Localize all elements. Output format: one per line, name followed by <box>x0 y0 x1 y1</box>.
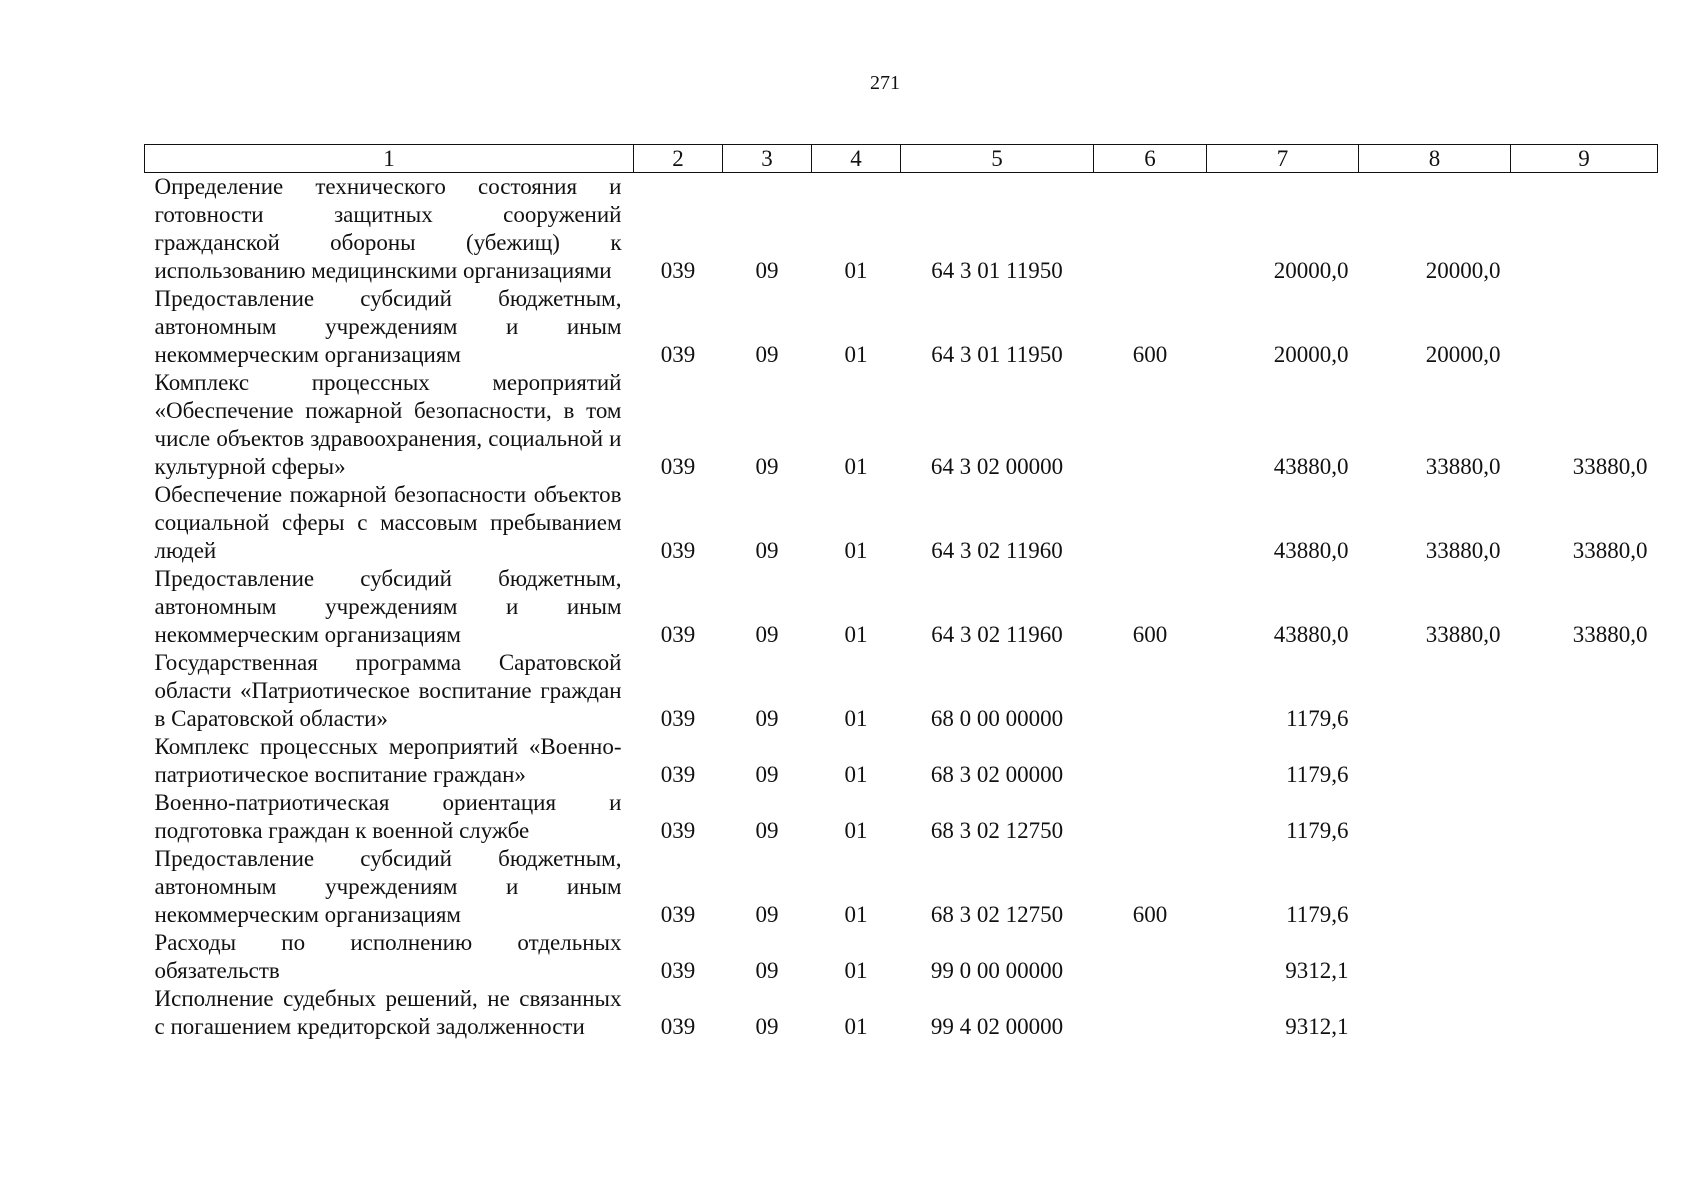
cell-subsection: 01 <box>844 454 868 479</box>
cell-amount-7: 9312,1 <box>1285 958 1349 983</box>
cell-subsection: 01 <box>844 958 868 983</box>
table-row <box>145 845 1658 929</box>
cell-ministry: 039 <box>660 902 696 927</box>
row-name: Комплекс процессных мероприятий «Обеспечение пожарной безопасности, в том числе объектов здравоохранения, социальной и культурной сферы» <box>154 370 622 479</box>
cell-target-article: 64 3 01 11950 <box>931 342 1063 367</box>
cell-amount-9 <box>1511 733 1658 789</box>
row-name: Государственная программа Саратовской области «Патриотическое воспитание граждан в Саратовской области» <box>154 650 622 731</box>
cell-ministry: 039 <box>660 818 696 843</box>
cell-section: 09 <box>755 342 779 367</box>
cell-target-article: 99 0 00 00000 <box>930 958 1064 983</box>
cell-section: 09 <box>755 538 779 563</box>
cell-subsection: 01 <box>844 258 868 283</box>
column-header: 6 <box>1094 145 1207 173</box>
cell-ministry: 039 <box>660 1014 696 1039</box>
cell-ministry: 039 <box>660 342 696 367</box>
table-row <box>145 789 1658 845</box>
cell-amount-9 <box>1511 985 1658 1041</box>
cell-amount-8 <box>1359 929 1511 985</box>
column-header: 7 <box>1207 145 1359 173</box>
cell-expense-type: 600 <box>1132 342 1168 367</box>
cell-expense-type: 600 <box>1132 902 1168 927</box>
cell-amount-8: 33880,0 <box>1425 538 1501 563</box>
cell-target-article: 68 3 02 12750 <box>930 902 1064 927</box>
table-row <box>145 985 1658 1041</box>
table-row <box>145 481 1658 565</box>
cell-expense-type <box>1094 985 1207 1041</box>
cell-ministry: 039 <box>660 258 696 283</box>
cell-section: 09 <box>755 762 779 787</box>
row-name: Расходы по исполнению отдельных обязательств <box>154 930 622 983</box>
cell-target-article: 99 4 02 00000 <box>930 1014 1064 1039</box>
row-name: Военно-патриотическая ориентация и подготовка граждан к военной службе <box>154 790 622 843</box>
column-header: 4 <box>812 145 901 173</box>
cell-ministry: 039 <box>660 622 696 647</box>
cell-amount-8 <box>1359 845 1511 929</box>
cell-target-article: 64 3 01 11950 <box>931 258 1063 283</box>
page-number: 271 <box>870 72 900 94</box>
cell-amount-9 <box>1511 929 1658 985</box>
cell-amount-8 <box>1359 789 1511 845</box>
cell-subsection: 01 <box>844 902 868 927</box>
cell-amount-8 <box>1359 985 1511 1041</box>
cell-amount-9 <box>1511 285 1658 369</box>
cell-section: 09 <box>755 258 779 283</box>
column-header: 3 <box>723 145 812 173</box>
cell-subsection: 01 <box>844 538 868 563</box>
table-body <box>145 173 1658 1042</box>
cell-amount-9 <box>1511 649 1658 733</box>
cell-subsection: 01 <box>844 622 868 647</box>
cell-amount-8 <box>1359 649 1511 733</box>
cell-subsection: 01 <box>844 818 868 843</box>
table-row <box>145 649 1658 733</box>
row-name: Комплекс процессных мероприятий «Военно-патриотическое воспитание граждан» <box>154 734 622 787</box>
table-row <box>145 369 1658 481</box>
cell-expense-type: 600 <box>1132 622 1168 647</box>
cell-amount-9 <box>1511 173 1658 286</box>
cell-amount-9: 33880,0 <box>1572 454 1648 479</box>
cell-section: 09 <box>755 958 779 983</box>
cell-amount-7: 9312,1 <box>1285 1014 1349 1039</box>
cell-amount-9: 33880,0 <box>1572 622 1648 647</box>
row-name: Предоставление субсидий бюджетным, автономным учреждениям и иным некоммерческим организациям <box>154 846 622 927</box>
cell-expense-type <box>1094 481 1207 565</box>
table-row <box>145 173 1658 286</box>
budget-table <box>144 144 1658 1041</box>
table-row <box>145 929 1658 985</box>
column-header: 5 <box>901 145 1094 173</box>
cell-target-article: 64 3 02 11960 <box>931 538 1063 563</box>
column-header: 1 <box>145 145 634 173</box>
cell-section: 09 <box>755 902 779 927</box>
cell-ministry: 039 <box>660 958 696 983</box>
cell-expense-type <box>1094 369 1207 481</box>
cell-amount-7: 20000,0 <box>1273 342 1349 367</box>
cell-amount-9 <box>1511 789 1658 845</box>
table-row <box>145 733 1658 789</box>
column-header: 9 <box>1511 145 1658 173</box>
cell-target-article: 64 3 02 00000 <box>930 454 1064 479</box>
cell-ministry: 039 <box>660 762 696 787</box>
cell-subsection: 01 <box>844 1014 868 1039</box>
cell-amount-9: 33880,0 <box>1572 538 1648 563</box>
cell-ministry: 039 <box>660 454 696 479</box>
cell-section: 09 <box>755 706 779 731</box>
cell-amount-7: 1179,6 <box>1286 818 1349 843</box>
cell-amount-8: 20000,0 <box>1425 258 1501 283</box>
cell-expense-type <box>1094 173 1207 286</box>
cell-subsection: 01 <box>844 762 868 787</box>
row-name: Определение технического состояния и готовности защитных сооружений гражданской обороны (убежищ) к использованию медицинскими организациями <box>154 174 622 283</box>
cell-subsection: 01 <box>844 342 868 367</box>
cell-amount-7: 43880,0 <box>1273 454 1349 479</box>
cell-expense-type <box>1094 789 1207 845</box>
cell-section: 09 <box>755 1014 779 1039</box>
cell-amount-7: 1179,6 <box>1286 902 1349 927</box>
cell-ministry: 039 <box>660 538 696 563</box>
cell-amount-8: 33880,0 <box>1425 622 1501 647</box>
cell-amount-9 <box>1511 845 1658 929</box>
cell-target-article: 68 3 02 00000 <box>930 762 1064 787</box>
cell-amount-7: 43880,0 <box>1273 538 1349 563</box>
cell-amount-8: 33880,0 <box>1425 454 1501 479</box>
cell-amount-7: 43880,0 <box>1273 622 1349 647</box>
table-header <box>145 145 1658 173</box>
cell-amount-8 <box>1359 733 1511 789</box>
header-row <box>145 145 1658 173</box>
cell-target-article: 64 3 02 11960 <box>931 622 1063 647</box>
cell-section: 09 <box>755 622 779 647</box>
cell-amount-7: 1179,6 <box>1286 762 1349 787</box>
column-header: 2 <box>634 145 723 173</box>
cell-expense-type <box>1094 733 1207 789</box>
table-row <box>145 565 1658 649</box>
cell-target-article: 68 0 00 00000 <box>930 706 1064 731</box>
cell-amount-8: 20000,0 <box>1425 342 1501 367</box>
cell-expense-type <box>1094 929 1207 985</box>
row-name: Предоставление субсидий бюджетным, автономным учреждениям и иным некоммерческим организациям <box>154 286 622 367</box>
cell-amount-7: 1179,6 <box>1286 706 1349 731</box>
cell-section: 09 <box>755 818 779 843</box>
cell-section: 09 <box>755 454 779 479</box>
row-name: Исполнение судебных решений, не связанных с погашением кредиторской задолженности <box>154 986 622 1039</box>
cell-ministry: 039 <box>660 706 696 731</box>
column-header: 8 <box>1359 145 1511 173</box>
table-row <box>145 285 1658 369</box>
row-name: Предоставление субсидий бюджетным, автономным учреждениям и иным некоммерческим организациям <box>154 566 622 647</box>
cell-subsection: 01 <box>844 706 868 731</box>
cell-target-article: 68 3 02 12750 <box>930 818 1064 843</box>
cell-amount-7: 20000,0 <box>1273 258 1349 283</box>
row-name: Обеспечение пожарной безопасности объектов социальной сферы с массовым пребыванием людей <box>154 482 622 563</box>
cell-expense-type <box>1094 649 1207 733</box>
